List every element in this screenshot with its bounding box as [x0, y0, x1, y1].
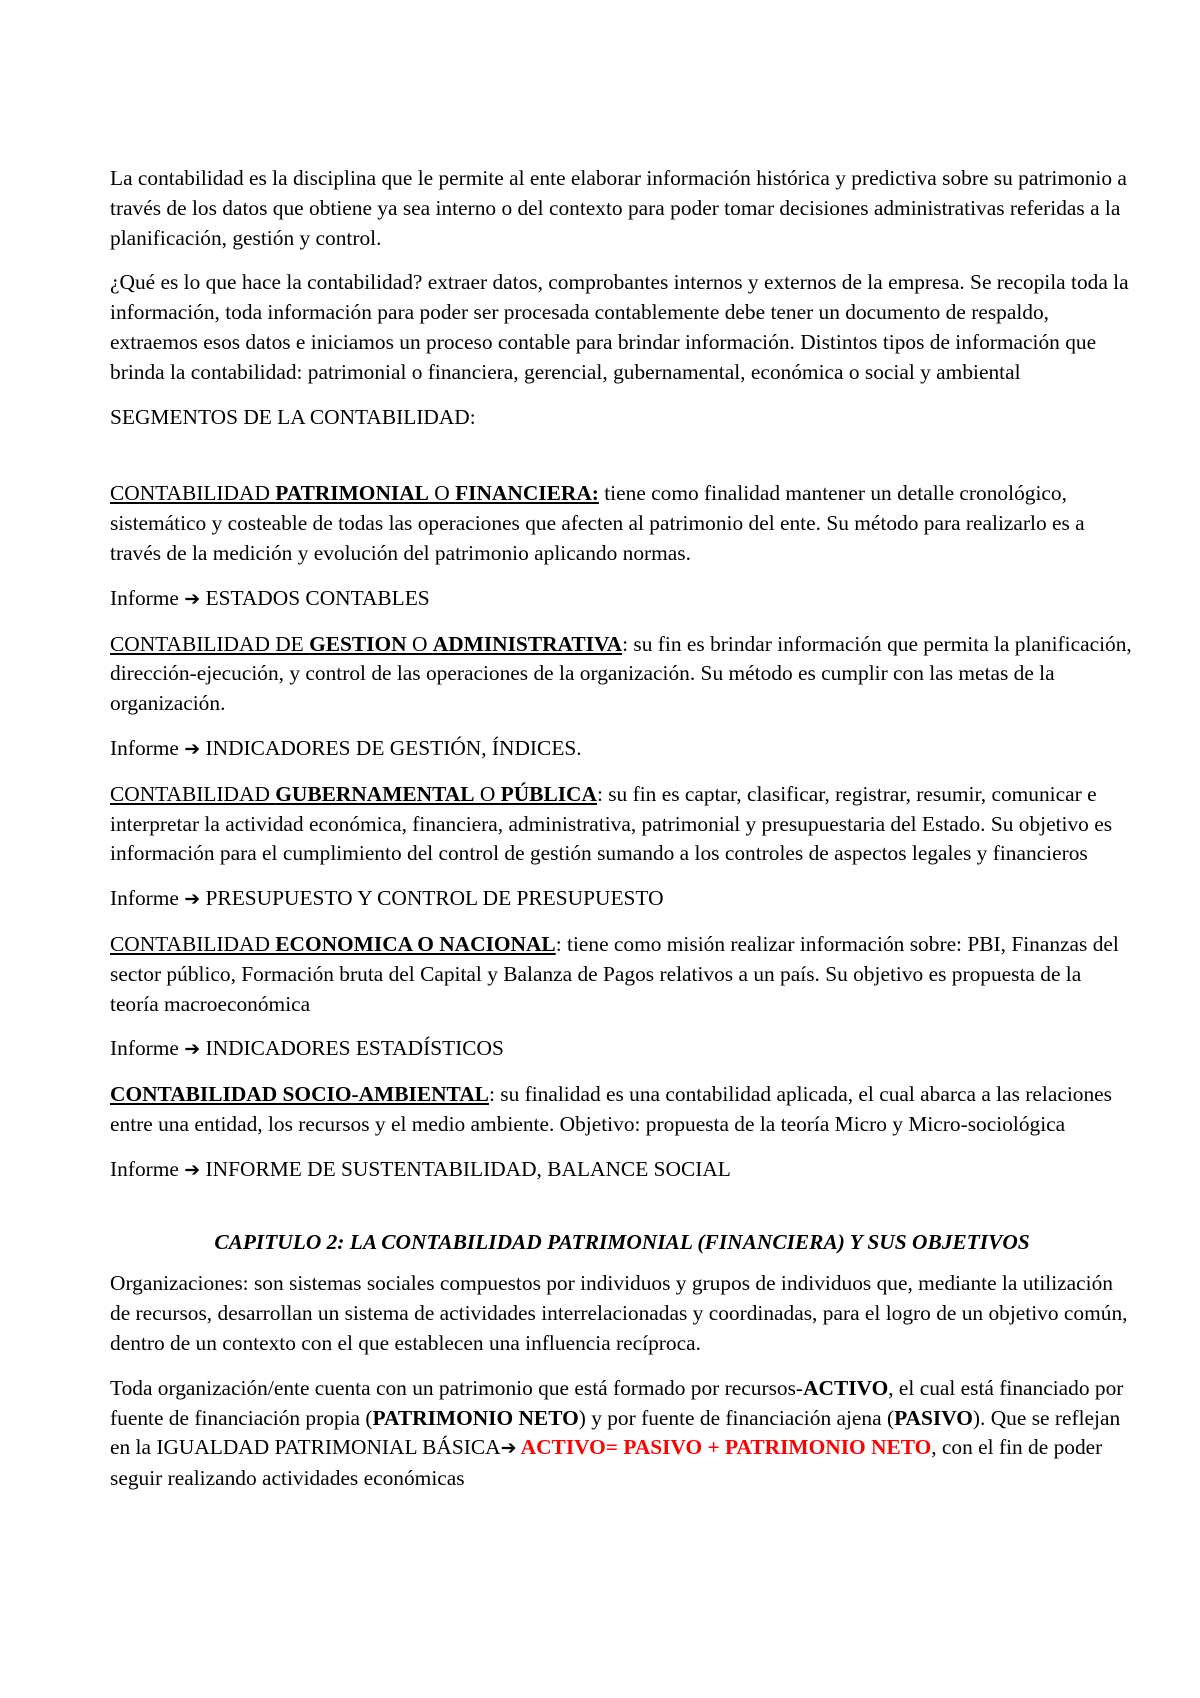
arrow-icon: ➔ [184, 587, 201, 610]
arrow-icon: ➔ [184, 1038, 201, 1061]
ecuacion-patrimonial: ACTIVO= PASIVO + PATRIMONIO NETO [516, 1435, 932, 1460]
segment-gestion-label: CONTABILIDAD DE GESTION O ADMINISTRATIVA [110, 631, 623, 656]
segment-socio [110, 1080, 1134, 1140]
segment-gubernamental [110, 780, 1134, 869]
segment-patrimonial [110, 479, 1134, 568]
arrow-icon: ➔ [500, 1437, 517, 1460]
segment-gubernamental-text: : su fin es captar, clasificar, registrar, resumir, comunicar e interpretar la actividad económica, financiera, administrativa, patrimonial y presupuestaria del Estado. Su objetivo es información para el cumplimiento del control de gestión sumando a los controles de aspectos legales y financieros [110, 781, 1113, 866]
segment-gestion-text: : su fin es brindar información que permita la planificación, dirección-ejecución, y control de las operaciones de la organización. Su método es cumplir con las metas de la organización. [110, 631, 1132, 716]
informe-gestion: Informe ➔ INDICADORES DE GESTIÓN, ÍNDICES. [110, 735, 582, 760]
que-hace-paragraph: ¿Qué es lo que hace la contabilidad? extraer datos, comprobantes internos y externos de la empresa. Se recopila toda la información, toda información para poder ser procesada contablemente debe tener un documento de respaldo, extraemos esos datos e iniciamos un proceso contable para brindar información. Distintos tipos de información que brinda la contabilidad: patrimonial o financiera, gerencial, gubernamental, económica o social y ambiental [110, 270, 1129, 384]
segment-economica [110, 930, 1134, 1019]
segment-patrimonial-label: CONTABILIDAD PATRIMONIAL O FINANCIERA: [110, 481, 599, 506]
chapter-title: CAPITULO 2: LA CONTABILIDAD PATRIMONIAL (FINANCIERA) Y SUS OBJETIVOS [214, 1229, 1030, 1254]
segment-gubernamental-label: CONTABILIDAD GUBERNAMENTAL O PÚBLICA [110, 781, 597, 806]
segment-economica-text: : tiene como misión realizar información sobre: PBI, Finanzas del sector público, Formación bruta del Capital y Balanza de Pagos relativos a un país. Su objetivo es propuesta de la teoría macroeconómica [110, 931, 1119, 1016]
segment-gestion [110, 630, 1134, 719]
arrow-icon: ➔ [184, 888, 201, 911]
segmentos-title: SEGMENTOS DE LA CONTABILIDAD: [110, 404, 476, 429]
organizaciones-paragraph: Organizaciones: son sistemas sociales compuestos por individuos y grupos de individuos que, mediante la utilización de recursos, desarrollan un sistema de actividades interrelacionadas y coordinadas, para el logro de un objetivo común, dentro de un contexto con el que establecen una influencia recíproca. [110, 1271, 1128, 1355]
segment-economica-label: CONTABILIDAD ECONOMICA O NACIONAL [110, 931, 556, 956]
informe-gubernamental: Informe ➔ PRESUPUESTO Y CONTROL DE PRESUPUESTO [110, 886, 664, 911]
segment-socio-label: CONTABILIDAD SOCIO-AMBIENTAL [110, 1082, 489, 1107]
arrow-icon: ➔ [184, 1158, 201, 1181]
informe-socio: Informe ➔ INFORME DE SUSTENTABILIDAD, BALANCE SOCIAL [110, 1156, 731, 1181]
arrow-icon: ➔ [184, 737, 201, 760]
informe-economica: Informe ➔ INDICADORES ESTADÍSTICOS [110, 1036, 504, 1061]
intro-paragraph: La contabilidad es la disciplina que le permite al ente elaborar información histórica y predictiva sobre su patrimonio a través de los datos que obtiene ya sea interno o del contexto para poder tomar decisiones administrativas referidas a la planificación, gestión y control. [110, 166, 1127, 250]
activo-term: ACTIVO [803, 1375, 889, 1400]
patrimonio-neto-term: PATRIMONIO NETO [372, 1405, 579, 1430]
segment-patrimonial-text: tiene como finalidad mantener un detalle cronológico, sistemático y costeable de todas las operaciones que afecten al patrimonio del ente. Su método para realizarlo es a través de la medición y evolución del patrimonio aplicando normas. [110, 481, 1085, 565]
pasivo-term: PASIVO [894, 1405, 973, 1430]
document-body [110, 164, 1134, 1509]
informe-patrimonial: Informe ➔ ESTADOS CONTABLES [110, 585, 430, 610]
segment-socio-text: : su finalidad es una contabilidad aplicada, el cual abarca a las relaciones entre una entidad, los recursos y el medio ambiente. Objetivo: propuesta de la teoría Micro y Micro-sociológica [110, 1082, 1112, 1136]
patrimonio-paragraph: Toda organización/ente cuenta con un patrimonio que está formado por recursos-ACTIVO, el cual está financiado por fuente de financiación propia (PATRIMONIO NETO) y por fuente de financiación ajena (PASIVO). Que se reflejan en la IGUALDAD PATRIMONIAL BÁSICA➔ ACTIVO= PASIVO + PATRIMONIO NETO, con el fin de poder seguir realizando actividades económicas [110, 1375, 1124, 1491]
